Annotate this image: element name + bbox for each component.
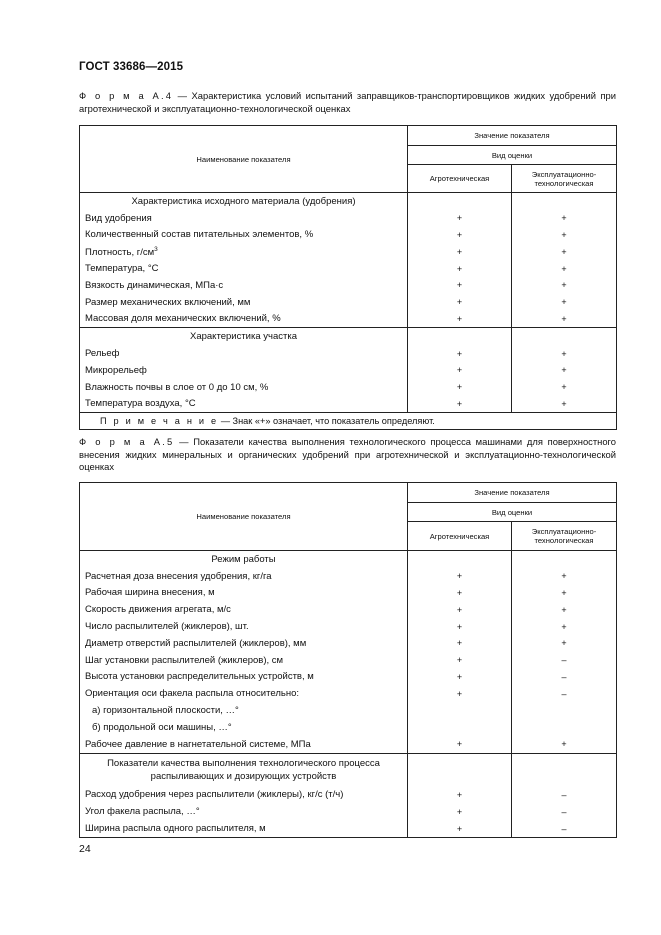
col-header-expl: Эксплуатационно-технологическая <box>512 522 617 551</box>
form-a4-title: — Характеристика условий испытаний заправщиков-транспортировщиков жидких удобрений при агротехнической и эксплуатационно-технологической оценках <box>79 90 616 114</box>
section-title: Характеристика участка <box>80 328 408 345</box>
table-row: Рельеф + + <box>80 345 617 362</box>
col-header-expl: Эксплуатационно-технологическая <box>512 165 617 193</box>
table-row: Расчетная доза внесения удобрения, кг/га + + <box>80 568 617 585</box>
table-row: Массовая доля механических включений, % + + <box>80 311 617 328</box>
col-header-kind: Вид оценки <box>408 503 617 522</box>
table-row: Микрорельеф + + <box>80 362 617 379</box>
col-header-name: Наименование показателя <box>80 126 408 193</box>
table-row: Ориентация оси факела распыла относительно: + – <box>80 685 617 702</box>
table-row: Угол факела распыла, …° + – <box>80 803 617 820</box>
table-row: Скорость движения агрегата, м/с + + <box>80 601 617 618</box>
col-header-name: Наименование показателя <box>80 483 408 551</box>
document-header: ГОСТ 33686—2015 <box>79 61 184 73</box>
form-a4-table <box>79 125 617 430</box>
form-a4-label: Ф о р м а А.4 <box>79 90 174 101</box>
table-row: Количественный состав питательных элементов, % + + <box>80 227 617 244</box>
table-row: Плотность, $г/см^3$ + + <box>80 243 617 260</box>
table-row: а) горизонтальной плоскости, …° <box>80 702 617 719</box>
form-a5-caption <box>79 436 616 474</box>
table-row: Число распылителей (жиклеров), шт. + + <box>80 618 617 635</box>
table-note: П р и м е ч а н и е — Знак «+» означает, что показатель определяют. <box>80 413 617 430</box>
form-a5-label: Ф о р м а А.5 <box>79 436 175 447</box>
table-row: б) продольной оси машины, …° <box>80 719 617 736</box>
col-header-agro: Агротехническая <box>408 165 512 193</box>
page-number: 24 <box>79 843 91 855</box>
form-a4-caption <box>79 90 616 115</box>
table-row: Рабочее давление в нагнетательной системе, МПа + + <box>80 736 617 753</box>
table-row: Температура воздуха, °С + + <box>80 396 617 413</box>
col-header-value: Значение показателя <box>408 483 617 503</box>
table-row: Влажность почвы в слое от 0 до 10 см, % + + <box>80 379 617 396</box>
col-header-kind: Вид оценки <box>408 146 617 165</box>
form-a5-table <box>79 482 617 838</box>
table-row: Высота установки распределительных устройств, м + – <box>80 669 617 686</box>
table-row: Расход удобрения через распылители (жиклеры), кг/с (т/ч) + – <box>80 787 617 804</box>
section-title: Показатели качества выполнения технологического процесса распыливающих и дозирующих устройств <box>80 753 408 787</box>
table-row: Вязкость динамическая, МПа·с + + <box>80 277 617 294</box>
table-row: Размер механических включений, мм + + <box>80 294 617 311</box>
table-row: Шаг установки распылителей (жиклеров), см + – <box>80 652 617 669</box>
form-a5-title: — Показатели качества выполнения технологического процесса машинами для поверхностного внесения жидких минеральных и органических удобрений при агротехнической и эксплуатационно-технологической оценках <box>79 436 616 472</box>
table-row: Температура, °С + + <box>80 260 617 277</box>
table-row: Диаметр отверстий распылителей (жиклеров), мм + + <box>80 635 617 652</box>
table-row: Вид удобрения + + <box>80 210 617 227</box>
table-row: Рабочая ширина внесения, м + + <box>80 585 617 602</box>
section-title: Режим работы <box>80 551 408 568</box>
section-title: Характеристика исходного материала (удобрения) <box>80 193 408 210</box>
col-header-value: Значение показателя <box>408 126 617 146</box>
col-header-agro: Агротехническая <box>408 522 512 551</box>
table-row: Ширина распыла одного распылителя, м + – <box>80 820 617 837</box>
